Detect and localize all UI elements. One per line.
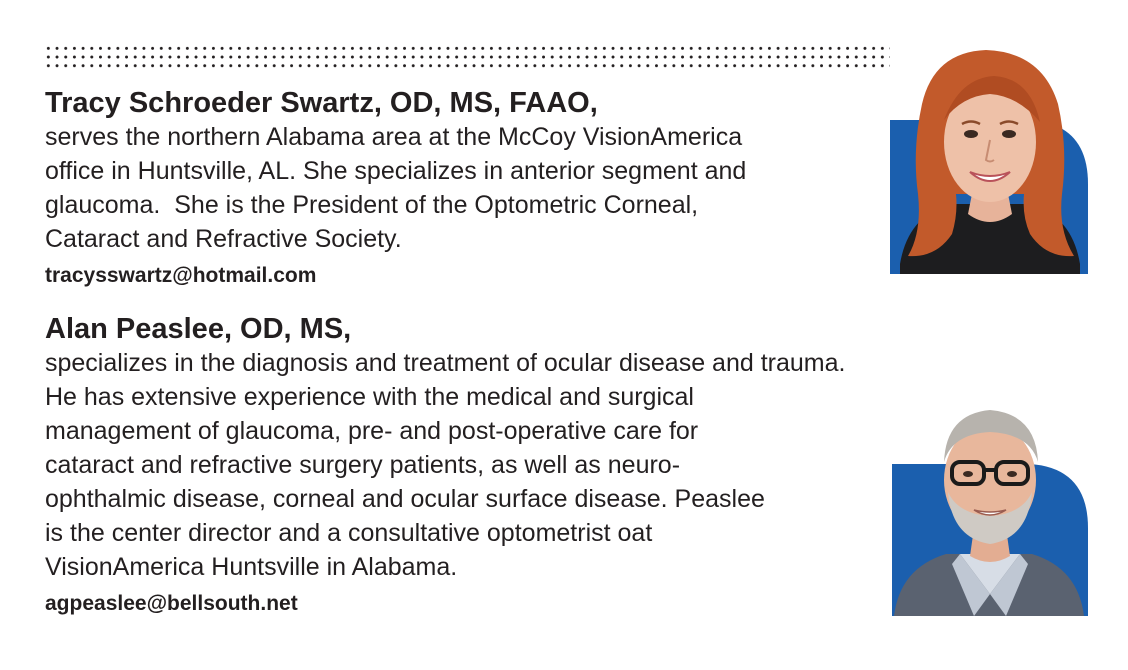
man-portrait-icon xyxy=(890,388,1088,616)
profile-name: Alan Peaslee, OD, MS, xyxy=(45,313,352,345)
profile-alan-peaslee xyxy=(45,312,985,618)
profile-email[interactable]: agpeaslee@bellsouth.net xyxy=(45,592,298,615)
portrait-photo-alan-peaslee xyxy=(890,388,1088,616)
bio-line: He has extensive experience with the medical and surgical xyxy=(45,383,694,411)
bio-line: management of glaucoma, pre- and post-operative care for xyxy=(45,417,699,445)
bio-line: Cataract and Refractive Society. xyxy=(45,225,402,253)
bio-line: cataract and refractive surgery patients, as well as neuro- xyxy=(45,451,681,479)
bio-line: glaucoma. She is the President of the Optometric Corneal, xyxy=(45,191,699,219)
portrait-photo-tracy-swartz xyxy=(890,44,1088,274)
bio-line: serves the northern Alabama area at the McCoy VisionAmerica xyxy=(45,123,743,151)
bio-line: ophthalmic disease, corneal and ocular surface disease. Peaslee xyxy=(45,485,765,513)
bio-line: VisionAmerica Huntsville in Alabama. xyxy=(45,553,458,581)
bio-line: specializes in the diagnosis and treatment of ocular disease and trauma. xyxy=(45,349,846,377)
bio-line: is the center director and a consultative optometrist oat xyxy=(45,519,653,547)
bio-line: office in Huntsville, AL. She specializes in anterior segment and xyxy=(45,157,747,185)
profile-name: Tracy Schroeder Swartz, OD, MS, FAAO, xyxy=(45,87,598,119)
profile-email[interactable]: tracysswartz@hotmail.com xyxy=(45,264,317,287)
woman-portrait-icon xyxy=(890,44,1088,274)
profile-tracy-swartz xyxy=(45,86,985,290)
